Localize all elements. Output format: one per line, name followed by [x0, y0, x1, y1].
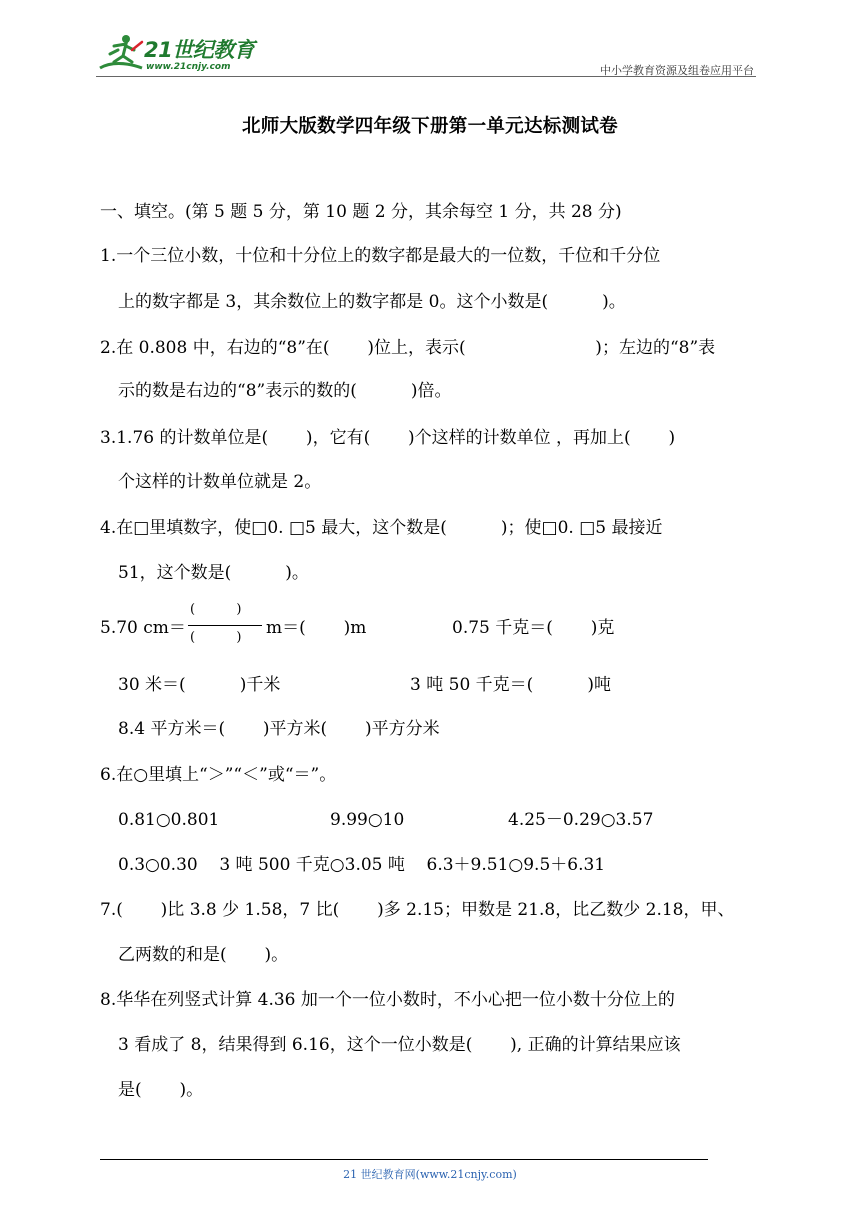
question-8-line-3: 是( )。 — [118, 1080, 204, 1100]
footer-link[interactable]: 21 世纪教育网(www.21cnjy.com) — [343, 1168, 517, 1181]
page-title: 北师大版数学四年级下册第一单元达标测试卷 — [241, 116, 618, 137]
logo-text: 21世纪教育 — [144, 38, 255, 62]
question-2-line-1: 2.在 0.808 中，右边的“8”在( )位上，表示( )；左边的“8”表 — [100, 338, 716, 358]
question-3-line-2: 个这样的计数单位就是 2。 — [118, 472, 322, 492]
logo-url: www.21cnjy.com — [146, 62, 231, 72]
question-8-line-1: 8.华华在列竖式计算 4.36 加一个一位小数时，不小心把一位小数十分位上的 — [100, 990, 675, 1010]
site-logo[interactable] — [96, 32, 266, 76]
question-1-line-1: 1.一个三位小数，十位和十分位上的数字都是最大的一位数，千位和千分位 — [100, 246, 661, 266]
question-6-intro: 6.在○里填上“＞”“＜”或“＝”。 — [100, 765, 337, 785]
question-1-line-2: 上的数字都是 3，其余数位上的数字都是 0。这个小数是( )。 — [118, 292, 626, 312]
fraction-numerator: ( ) — [190, 602, 242, 617]
question-5-a-right: m＝( )m — [266, 618, 367, 638]
footer-divider — [100, 1159, 708, 1160]
question-2-line-2: 示的数是右边的“8”表示的数的( )倍。 — [118, 381, 452, 401]
question-3-line-1: 3.1.76 的计数单位是( )，它有( )个这样的计数单位 ，再加上( ) — [100, 428, 676, 448]
question-8-line-2: 3 看成了 8，结果得到 6.16，这个一位小数是( ), 正确的计算结果应该 — [118, 1035, 681, 1055]
section-heading: 一、填空。(第 5 题 5 分，第 10 题 2 分，其余每空 1 分，共 28 分) — [100, 202, 622, 222]
question-6-row-1-a: 0.81○0.801 — [118, 810, 220, 830]
question-5-a-left: 5.70 cm＝ — [100, 618, 186, 638]
fraction-denominator: ( ) — [190, 630, 242, 645]
question-6-row-2: 0.3○0.30 3 吨 500 千克○3.05 吨 6.3＋9.51○9.5＋6.31 — [118, 855, 606, 875]
question-5-b: 0.75 千克＝( )克 — [452, 618, 615, 638]
question-5-d: 3 吨 50 千克＝( )吨 — [410, 675, 611, 695]
runner-logo-icon — [96, 32, 148, 76]
page-header — [96, 30, 756, 80]
question-6-row-1-b: 9.99○10 — [330, 810, 405, 830]
fraction-bar — [188, 625, 262, 626]
question-7-line-2: 乙两数的和是( )。 — [118, 945, 289, 965]
question-5-c: 30 米＝( )千米 — [118, 675, 281, 695]
question-5-e: 8.4 平方米＝( )平方米( )平方分米 — [118, 719, 440, 739]
question-7-line-1: 7.( )比 3.8 少 1.58，7 比( )多 2.15；甲数是 21.8，比乙数少 2.18，甲、 — [100, 900, 735, 920]
header-divider — [96, 76, 756, 77]
platform-name: 中小学教育资源及组卷应用平台 — [600, 64, 754, 77]
question-4-line-1: 4.在□里填数字，使□0. □5 最大，这个数是( )；使□0. □5 最接近 — [100, 518, 663, 538]
question-4-line-2: 51，这个数是( )。 — [118, 563, 309, 583]
question-6-row-1-c: 4.25－0.29○3.57 — [508, 810, 654, 830]
